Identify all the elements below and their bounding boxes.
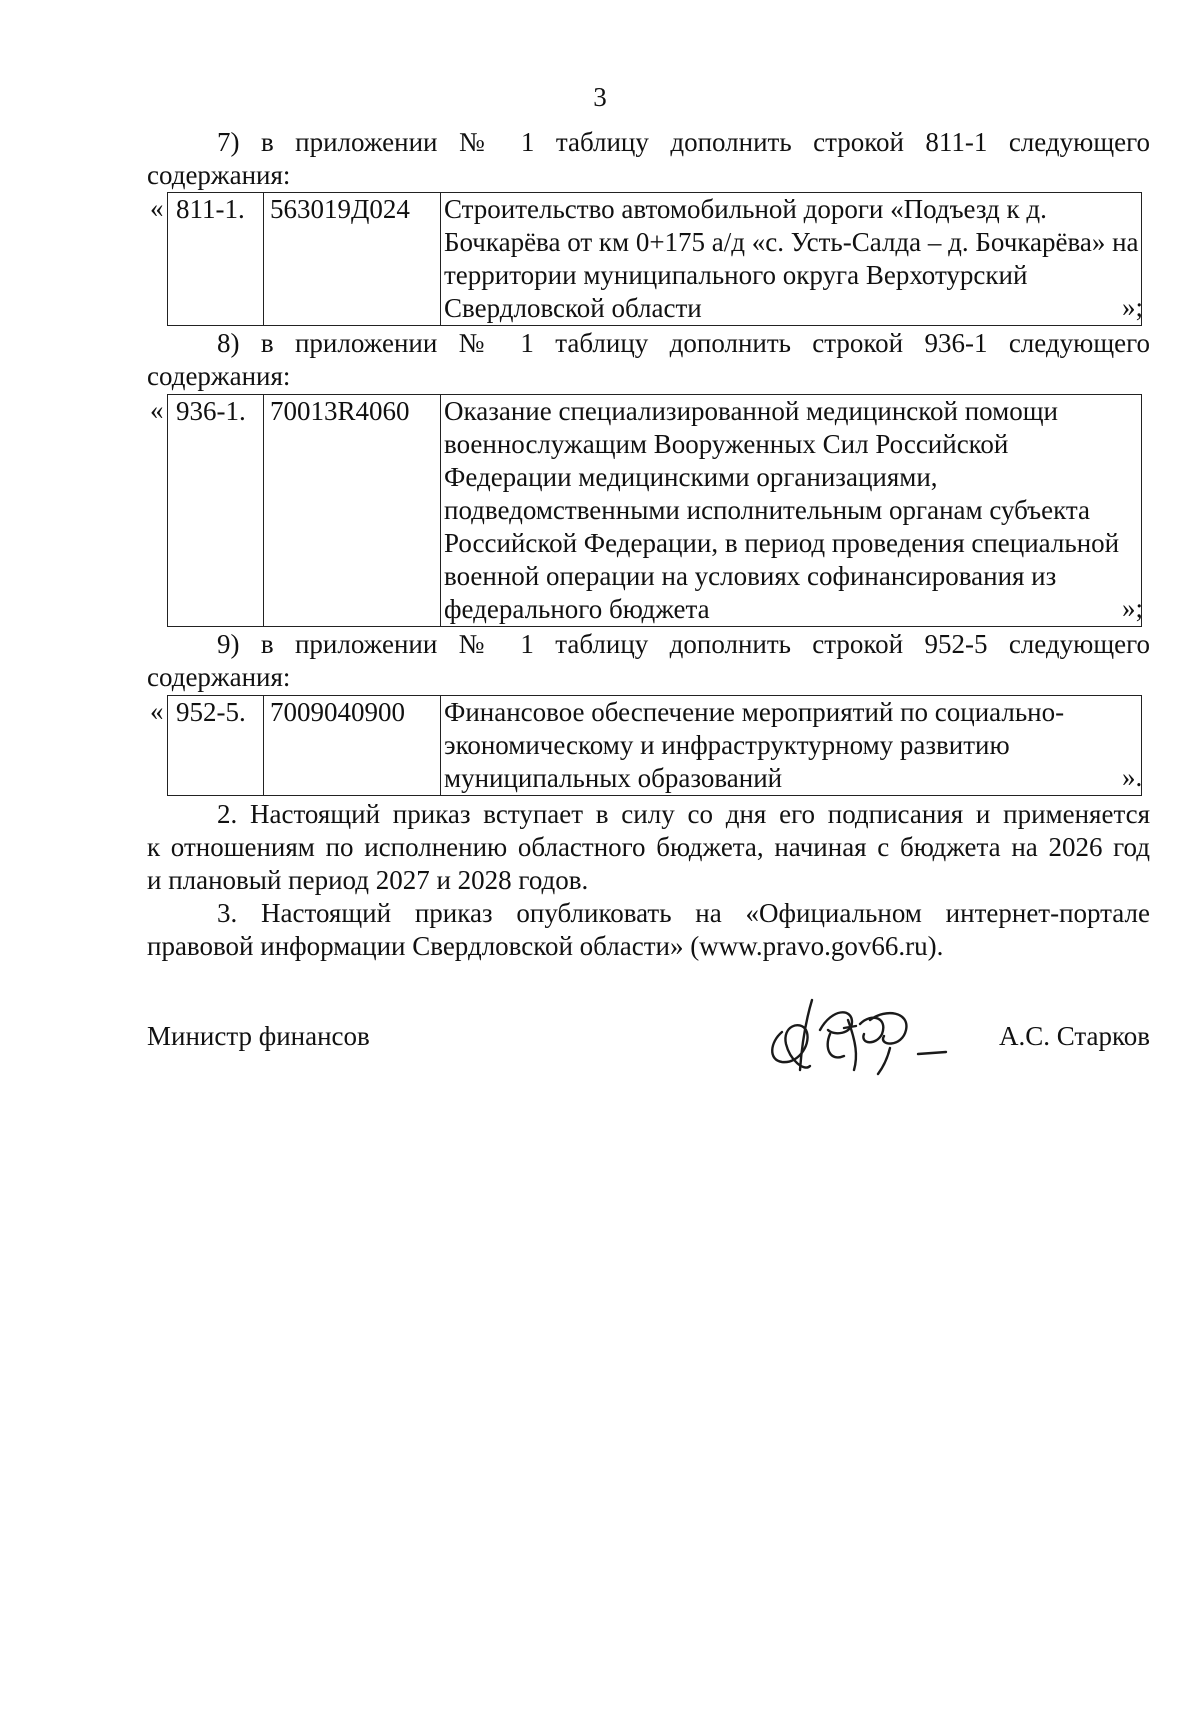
item-8-table	[167, 394, 1142, 627]
clause-2-line-1: 2. Настоящий приказ вступает в силу со дня его подписания и применяется	[217, 799, 1150, 829]
table-row	[168, 193, 1142, 326]
item-8-intro: 8) в приложении № 1 таблицу дополнить строкой 936-1 следующего	[217, 328, 1150, 358]
clause-2-line-3: и плановый период 2027 и 2028 годов.	[147, 865, 589, 895]
table-row	[168, 696, 1142, 796]
clause-3-line-2: правовой информации Свердловской области» (www.pravo.gov66.ru).	[147, 931, 944, 961]
item-7-table	[167, 192, 1142, 326]
signatory-position: Министр финансов	[147, 1021, 370, 1051]
handwritten-signature	[760, 990, 960, 1080]
item-7-intro: 7) в приложении № 1 таблицу дополнить строкой 811-1 следующего	[217, 127, 1150, 157]
page-number: 3	[593, 82, 607, 112]
row-number: 936-1.	[168, 395, 264, 627]
item-8-close-quote: »;	[1122, 593, 1144, 623]
row-code: 563019Д024	[264, 193, 441, 326]
item-7-open-quote: «	[150, 193, 164, 223]
clause-3-line-1: 3. Настоящий приказ опубликовать на «Официальном интернет-портале	[217, 898, 1150, 928]
row-number: 952-5.	[168, 696, 264, 796]
item-9-intro: 9) в приложении № 1 таблицу дополнить строкой 952-5 следующего	[217, 629, 1150, 659]
row-text: Финансовое обеспечение мероприятий по социально-экономическому и инфраструктурному развитию муниципальных образований	[441, 696, 1142, 796]
item-7-intro-cont: содержания:	[147, 160, 291, 190]
clause-2-line-2: к отношениям по исполнению областного бюджета, начиная с бюджета на 2026 год	[147, 832, 1150, 862]
row-code: 70013R4060	[264, 395, 441, 627]
signatory-name: А.С. Старков	[998, 1021, 1150, 1051]
item-9-close-quote: ».	[1122, 762, 1143, 792]
table-row	[168, 395, 1142, 627]
row-number: 811-1.	[168, 193, 264, 326]
row-text: Оказание специализированной медицинской помощи военнослужащим Вооруженных Сил Российской Федерации медицинскими организациями, подведомственными исполнительным органам субъекта Российской Федерации, в период проведения специальной военной операции на условиях софинансирования из федерального бюджета	[441, 395, 1142, 627]
item-8-open-quote: «	[150, 395, 164, 425]
item-8-intro-cont: содержания:	[147, 361, 291, 391]
item-9-open-quote: «	[150, 696, 164, 726]
item-9-intro-cont: содержания:	[147, 662, 291, 692]
row-text: Строительство автомобильной дороги «Подъезд к д. Бочкарёва от км 0+175 а/д «с. Усть-Салда – д. Бочкарёва» на территории муниципального округа Верхотурский Свердловской области	[441, 193, 1142, 326]
item-7-close-quote: »;	[1122, 292, 1144, 322]
item-9-table	[167, 695, 1142, 796]
row-code: 7009040900	[264, 696, 441, 796]
